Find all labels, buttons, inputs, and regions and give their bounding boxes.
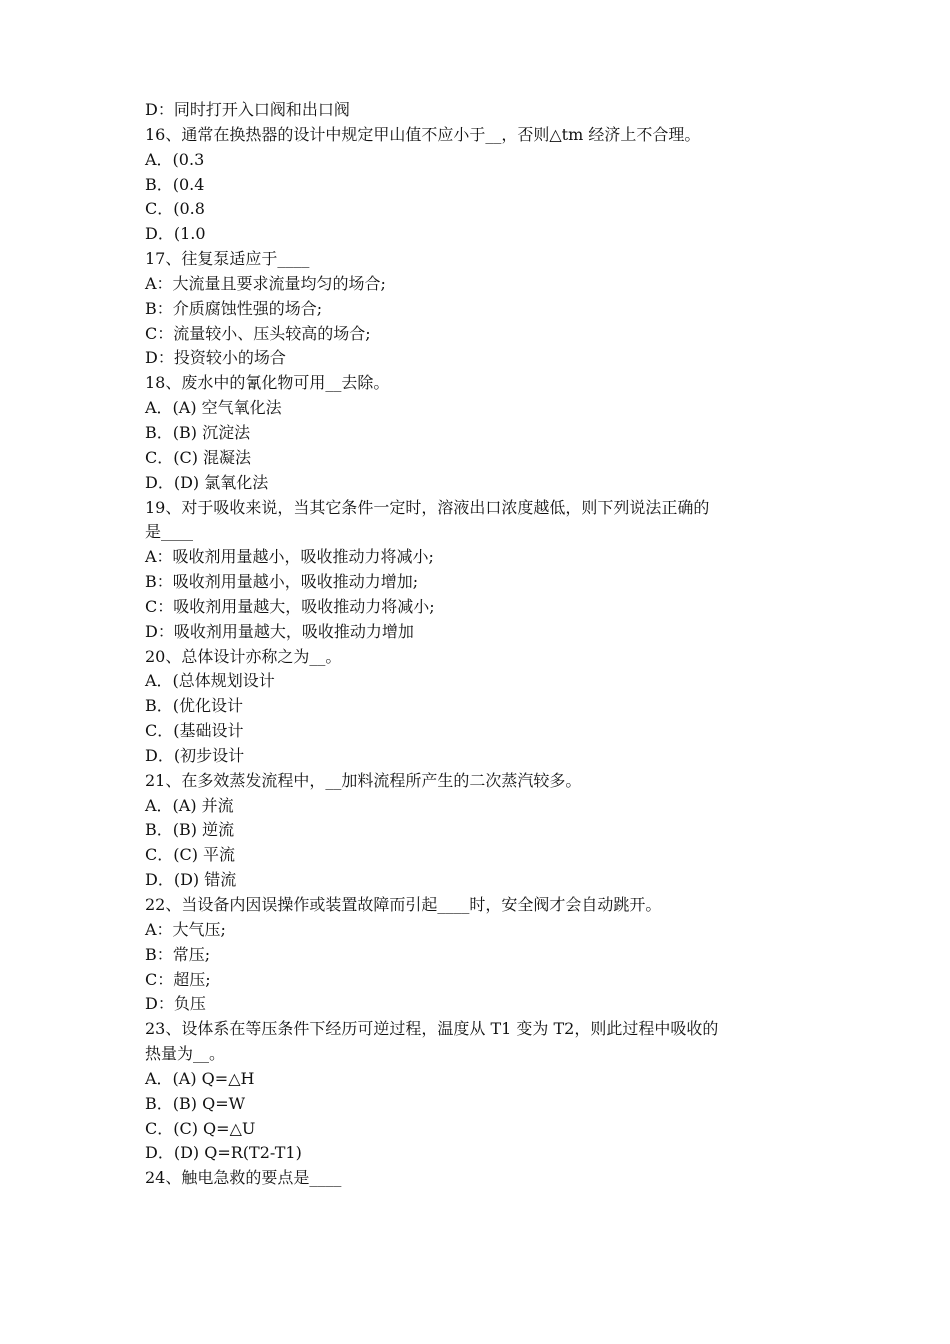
option-line: C：吸收剂用量越大，吸收推动力将减小; bbox=[145, 596, 435, 616]
option-line: D．(D) Q=R(T2-T1) bbox=[145, 1143, 302, 1163]
option-line: D．(D) 氯氧化法 bbox=[145, 472, 269, 492]
option-line: B：吸收剂用量越小，吸收推动力增加; bbox=[145, 572, 419, 592]
question-line-continued: 热量为__。 bbox=[145, 1044, 226, 1064]
option-line: B．(0.4 bbox=[145, 174, 205, 194]
option-line: A．(总体规划设计 bbox=[145, 671, 275, 691]
option-line: A．(A) 空气氧化法 bbox=[145, 398, 282, 418]
option-line: A：吸收剂用量越小，吸收推动力将减小; bbox=[145, 547, 434, 567]
option-line: A．(0.3 bbox=[145, 149, 205, 169]
option-line: B．(B) Q=W bbox=[145, 1093, 246, 1113]
option-line: C：超压; bbox=[145, 969, 211, 989]
option-line: C．(C) Q=△U bbox=[145, 1118, 256, 1138]
question-line: 19、对于吸收来说，当其它条件一定时，溶液出口浓度越低，则下列说法正确的 bbox=[145, 497, 710, 517]
document-page bbox=[145, 98, 825, 1191]
question-line: 16、通常在换热器的设计中规定甲山值不应小于__，否则△tm 经济上不合理。 bbox=[145, 124, 701, 144]
question-line: 17、往复泵适应于____ bbox=[145, 249, 310, 269]
option-line: C．(C) 混凝法 bbox=[145, 447, 252, 467]
option-line: D．(D) 错流 bbox=[145, 870, 237, 890]
option-line: A：大流量且要求流量均匀的场合; bbox=[145, 273, 386, 293]
option-line: D：同时打开入口阀和出口阀 bbox=[145, 100, 350, 119]
option-line: B：常压; bbox=[145, 944, 211, 964]
option-line: C：流量较小、压头较高的场合; bbox=[145, 323, 371, 343]
option-line: D．(初步设计 bbox=[145, 745, 245, 765]
option-line: C．(0.8 bbox=[145, 199, 205, 219]
option-line: C．(C) 平流 bbox=[145, 845, 236, 865]
question-line: 21、在多效蒸发流程中，__加料流程所产生的二次蒸汽较多。 bbox=[145, 770, 582, 790]
question-line: 18、废水中的氰化物可用__去除。 bbox=[145, 373, 390, 393]
option-line: B．(B) 逆流 bbox=[145, 820, 235, 840]
question-line: 20、总体设计亦称之为__。 bbox=[145, 646, 342, 666]
option-line: B．(B) 沉淀法 bbox=[145, 422, 251, 442]
option-line: D：投资较小的场合 bbox=[145, 348, 286, 368]
question-line: 24、触电急救的要点是____ bbox=[145, 1168, 342, 1188]
option-line: D．(1.0 bbox=[145, 224, 206, 244]
option-line: D：负压 bbox=[145, 994, 206, 1014]
question-line: 23、设体系在等压条件下经历可逆过程，温度从 T1 变为 T2，则此过程中吸收的 bbox=[145, 1019, 719, 1039]
option-line: A．(A) Q=△H bbox=[145, 1068, 255, 1088]
question-line: 22、当设备内因误操作或装置故障而引起____时，安全阀才会自动跳开。 bbox=[145, 895, 662, 914]
option-line: B．(优化设计 bbox=[145, 696, 244, 716]
option-line: D：吸收剂用量越大，吸收推动力增加 bbox=[145, 621, 414, 641]
option-line: B：介质腐蚀性强的场合; bbox=[145, 298, 323, 318]
option-line: A：大气压; bbox=[145, 919, 226, 939]
option-line: A．(A) 并流 bbox=[145, 795, 234, 815]
option-line: C．(基础设计 bbox=[145, 721, 244, 741]
question-line-continued: 是____ bbox=[145, 522, 194, 542]
